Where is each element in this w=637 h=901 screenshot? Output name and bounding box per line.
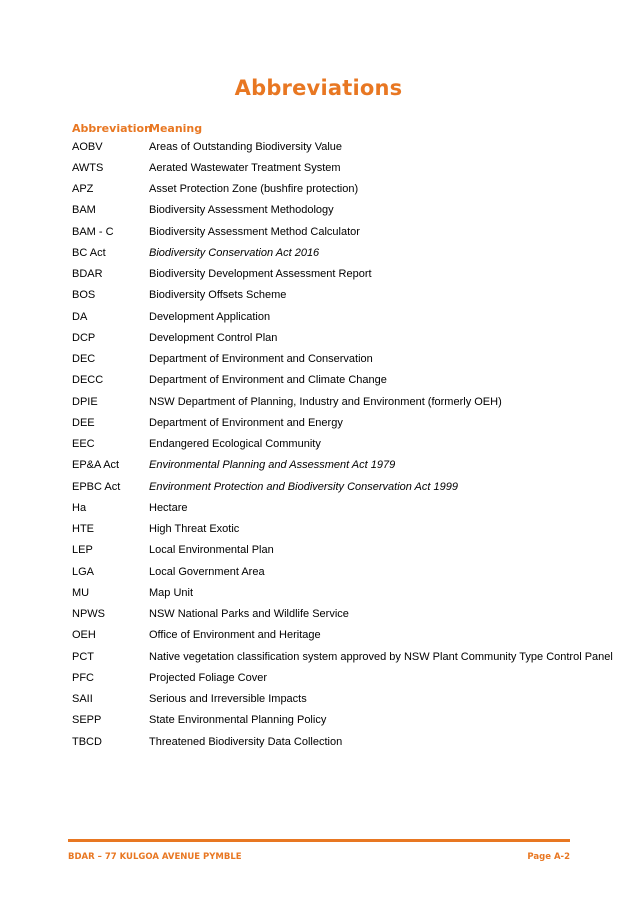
table-row xyxy=(72,434,612,455)
table-row xyxy=(72,604,612,625)
row-meaning: Asset Protection Zone (bushfire protection) xyxy=(149,183,359,196)
row-meaning: Areas of Outstanding Biodiversity Value xyxy=(149,140,343,153)
row-meaning: Biodiversity Development Assessment Report xyxy=(149,268,372,281)
row-meaning: NSW National Parks and Wildlife Service xyxy=(149,608,349,621)
table-row xyxy=(72,285,612,306)
row-meaning: Department of Environment and Climate Change xyxy=(149,374,387,387)
table-row xyxy=(72,306,612,327)
row-meaning: NSW Department of Planning, Industry and Environment (formerly OEH) xyxy=(149,395,502,408)
row-abbreviation: BAM xyxy=(72,204,96,217)
row-abbreviation: PFC xyxy=(72,671,94,684)
row-abbreviation: DECC xyxy=(72,374,104,387)
row-abbreviation: NPWS xyxy=(72,608,105,621)
row-meaning: High Threat Exotic xyxy=(149,523,240,536)
table-row xyxy=(72,221,612,242)
row-abbreviation: Ha xyxy=(72,501,87,514)
row-abbreviation: DPIE xyxy=(72,395,98,408)
row-meaning: Hectare xyxy=(149,501,188,514)
table-row xyxy=(72,582,612,603)
row-abbreviation: OEH xyxy=(72,629,96,642)
table-row xyxy=(72,264,612,285)
row-meaning: Aerated Wastewater Treatment System xyxy=(149,161,341,174)
row-meaning: Development Control Plan xyxy=(149,331,278,344)
row-meaning: Local Environmental Plan xyxy=(149,544,274,557)
row-meaning: Department of Environment and Energy xyxy=(149,416,343,429)
row-abbreviation: BOS xyxy=(72,289,96,302)
table-row xyxy=(72,625,612,646)
row-abbreviation: EEC xyxy=(72,438,95,451)
table-header xyxy=(72,120,612,136)
row-meaning: Environment Protection and Biodiversity Conservation Act 1999 xyxy=(149,480,458,493)
table-row xyxy=(72,412,612,433)
table-row xyxy=(72,710,612,731)
table-row xyxy=(72,689,612,710)
row-meaning: Biodiversity Offsets Scheme xyxy=(149,289,287,302)
row-abbreviation: BAM - C xyxy=(72,225,114,238)
table-row xyxy=(72,200,612,221)
table-row xyxy=(72,179,612,200)
row-meaning: State Environmental Planning Policy xyxy=(149,714,327,727)
table-row xyxy=(72,391,612,412)
table-row xyxy=(72,731,612,752)
row-abbreviation: DEC xyxy=(72,353,96,366)
table-row xyxy=(72,519,612,540)
table-row xyxy=(72,242,612,263)
table-row xyxy=(72,667,612,688)
row-abbreviation: SEPP xyxy=(72,714,102,727)
footer-document-title: BDAR – 77 KULGOA AVENUE PYMBLE xyxy=(68,852,242,862)
abbreviations-table xyxy=(72,120,612,752)
table-row xyxy=(72,646,612,667)
row-meaning: Local Government Area xyxy=(149,565,265,578)
row-meaning: Serious and Irreversible Impacts xyxy=(149,693,307,706)
row-abbreviation: SAII xyxy=(72,693,93,706)
table-body xyxy=(72,136,612,752)
row-meaning: Endangered Ecological Community xyxy=(149,438,321,451)
row-abbreviation: AOBV xyxy=(72,140,103,153)
row-meaning: Development Application xyxy=(149,310,271,323)
table-row xyxy=(72,136,612,157)
row-meaning: Department of Environment and Conservation xyxy=(149,353,373,366)
row-abbreviation: PCT xyxy=(72,650,94,663)
table-row xyxy=(72,497,612,518)
table-row xyxy=(72,561,612,582)
row-abbreviation: BC Act xyxy=(72,246,106,259)
row-abbreviation: LEP xyxy=(72,544,93,557)
table-row xyxy=(72,370,612,391)
row-abbreviation: MU xyxy=(72,586,90,599)
row-meaning: Biodiversity Assessment Methodology xyxy=(149,204,334,217)
row-abbreviation: TBCD xyxy=(72,735,102,748)
row-meaning: Environmental Planning and Assessment Act 1979 xyxy=(149,459,396,472)
row-abbreviation: LGA xyxy=(72,565,95,578)
row-abbreviation: DA xyxy=(72,310,88,323)
row-meaning: Biodiversity Conservation Act 2016 xyxy=(149,246,320,259)
table-row xyxy=(72,349,612,370)
page-title: Abbreviations xyxy=(234,76,403,100)
row-meaning: Map Unit xyxy=(149,586,194,599)
row-abbreviation: DCP xyxy=(72,331,96,344)
row-abbreviation: BDAR xyxy=(72,268,103,281)
table-row xyxy=(72,327,612,348)
row-abbreviation: APZ xyxy=(72,183,94,196)
row-abbreviation: DEE xyxy=(72,416,95,429)
footer-page-number: Page A-2 xyxy=(527,852,570,862)
header-meaning: Meaning xyxy=(149,121,203,135)
table-row xyxy=(72,476,612,497)
footer-divider xyxy=(68,839,570,842)
row-meaning: Biodiversity Assessment Method Calculator xyxy=(149,225,360,238)
table-row xyxy=(72,540,612,561)
table-row xyxy=(72,455,612,476)
row-abbreviation: EPBC Act xyxy=(72,480,121,493)
row-meaning: Office of Environment and Heritage xyxy=(149,629,321,642)
row-abbreviation: EP&A Act xyxy=(72,459,120,472)
row-abbreviation: HTE xyxy=(72,523,94,536)
row-meaning: Native vegetation classification system approved by NSW Plant Community Type Control Panel xyxy=(149,650,613,663)
row-meaning: Threatened Biodiversity Data Collection xyxy=(149,735,343,748)
header-abbreviation: Abbreviation xyxy=(72,121,152,135)
row-abbreviation: AWTS xyxy=(72,161,104,174)
table-row xyxy=(72,157,612,178)
row-meaning: Projected Foliage Cover xyxy=(149,671,268,684)
